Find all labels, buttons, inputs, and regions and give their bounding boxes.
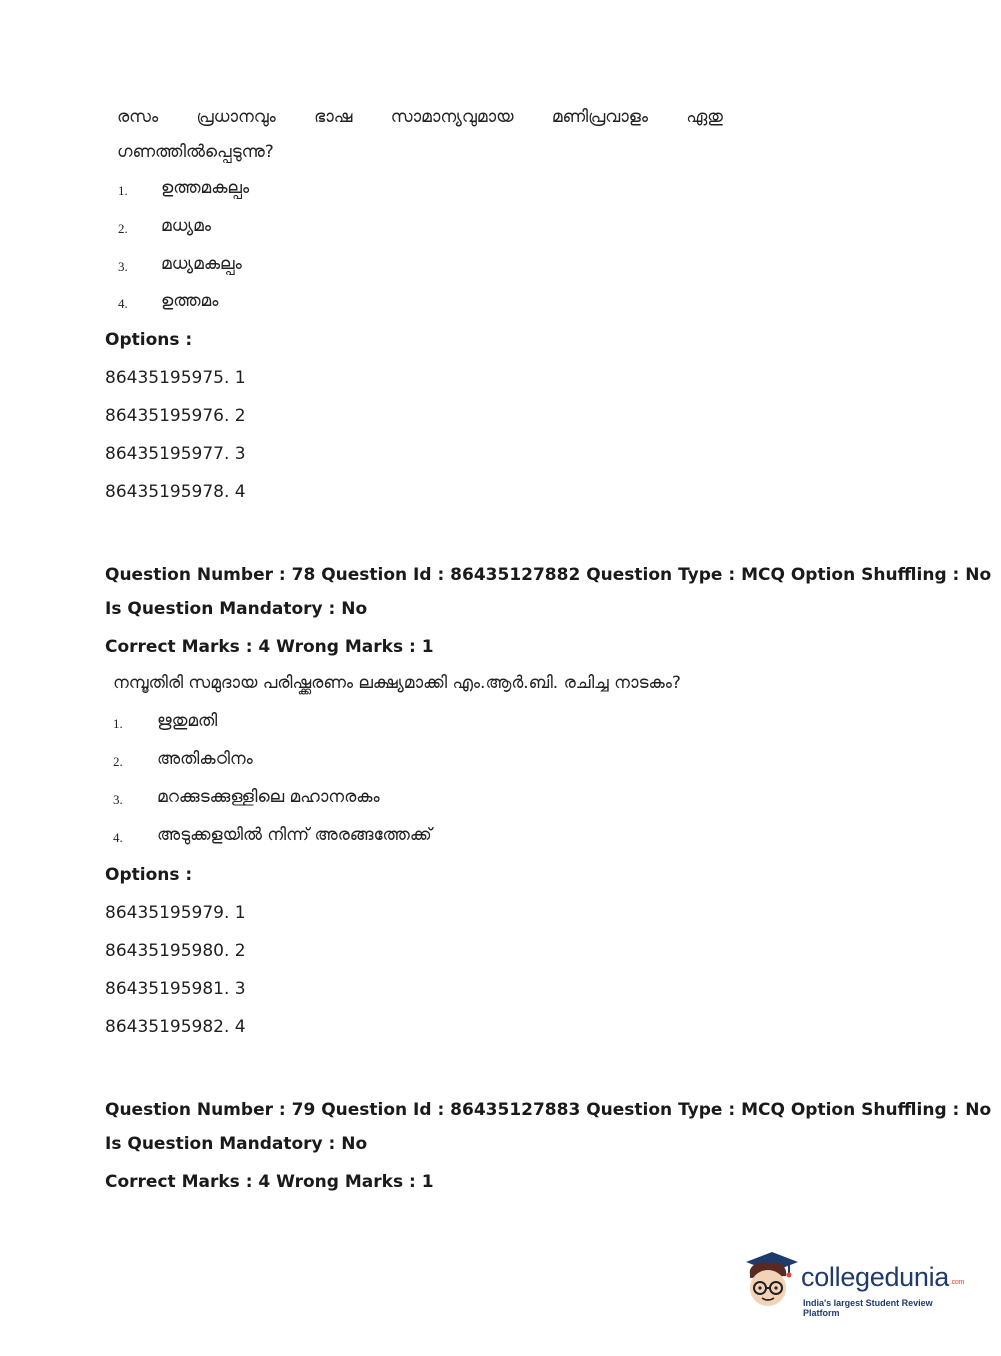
q78-option-id: 86435195980. 2 bbox=[105, 941, 246, 961]
q78-choice-number: 4. bbox=[113, 830, 123, 845]
q77-choice-number: 4. bbox=[118, 296, 128, 311]
q78-choice-number: 2. bbox=[113, 754, 123, 769]
q78-option-id: 86435195979. 1 bbox=[105, 903, 246, 923]
q77-option-id: 86435195978. 4 bbox=[105, 482, 246, 502]
q77-options-label: Options : bbox=[105, 330, 193, 350]
q78-header: Question Number : 78 Question Id : 86435127882 Question Type : MCQ Option Shuffling : No bbox=[105, 565, 992, 585]
q79-marks: Correct Marks : 4 Wrong Marks : 1 bbox=[105, 1172, 434, 1192]
q78-choice-number: 1. bbox=[113, 716, 123, 731]
q78-choice-text: മറക്കുടക്കുള്ളിലെ മഹാനരകം bbox=[157, 787, 380, 807]
logo-wordmark bbox=[801, 1262, 964, 1293]
q77-word: ഏതു bbox=[686, 107, 723, 127]
q79-header: Question Number : 79 Question Id : 86435127883 Question Type : MCQ Option Shuffling : No bbox=[105, 1100, 992, 1120]
q77-choice-number: 3. bbox=[118, 259, 128, 274]
q78-option-id: 86435195982. 4 bbox=[105, 1017, 246, 1037]
q77-option-id: 86435195977. 3 bbox=[105, 444, 246, 464]
q77-word: രസം bbox=[117, 107, 159, 127]
q77-word: സാമാന്യവുമായ bbox=[390, 107, 514, 127]
logo-tagline: India's largest Student Review Platform bbox=[803, 1298, 933, 1318]
q77-word: ഭാഷ bbox=[314, 107, 353, 127]
q77-choice-number: 2. bbox=[118, 221, 128, 236]
q77-choice-text: മധ്യമം bbox=[161, 216, 211, 236]
logo-tld: .com bbox=[950, 1279, 965, 1286]
q77-option-id: 86435195975. 1 bbox=[105, 368, 246, 388]
q79-mandatory: Is Question Mandatory : No bbox=[105, 1134, 368, 1154]
q78-choice-text: ഋതുമതി bbox=[157, 711, 218, 731]
q78-choice-number: 3. bbox=[113, 792, 123, 807]
q77-choice-text: ഉത്തമം bbox=[161, 291, 219, 311]
student-mascot-icon bbox=[740, 1248, 802, 1314]
q78-marks: Correct Marks : 4 Wrong Marks : 1 bbox=[105, 637, 434, 657]
collegedunia-logo[interactable] bbox=[740, 1248, 970, 1318]
q78-mandatory: Is Question Mandatory : No bbox=[105, 599, 368, 619]
logo-name: collegedunia bbox=[801, 1262, 950, 1292]
q78-question-text: നമ്പൂതിരി സമുദായ പരിഷ്ക്കരണം ലക്ഷ്യമാക്കി എം.ആർ.ബി. രചിച്ച നാടകം? bbox=[113, 673, 681, 693]
q77-question-line1 bbox=[117, 107, 723, 127]
q77-question-line2: ഗണത്തിൽപ്പെടുന്നു? bbox=[117, 142, 274, 162]
q78-options-label: Options : bbox=[105, 865, 193, 885]
q78-choice-text: അടുക്കളയിൽ നിന്ന് അരങ്ങത്തേക്ക് bbox=[157, 825, 432, 845]
q78-choice-text: അതികഠിനം bbox=[157, 749, 253, 769]
q77-choice-number: 1. bbox=[118, 183, 128, 198]
q77-choice-text: ഉത്തമകല്പം bbox=[161, 178, 250, 198]
q78-option-id: 86435195981. 3 bbox=[105, 979, 246, 999]
q77-option-id: 86435195976. 2 bbox=[105, 406, 246, 426]
q77-choice-text: മധ്യമകല്പം bbox=[161, 254, 242, 274]
q77-word: പ്രധാനവും bbox=[196, 107, 276, 127]
q77-word: മണിപ്രവാളം bbox=[551, 107, 648, 127]
